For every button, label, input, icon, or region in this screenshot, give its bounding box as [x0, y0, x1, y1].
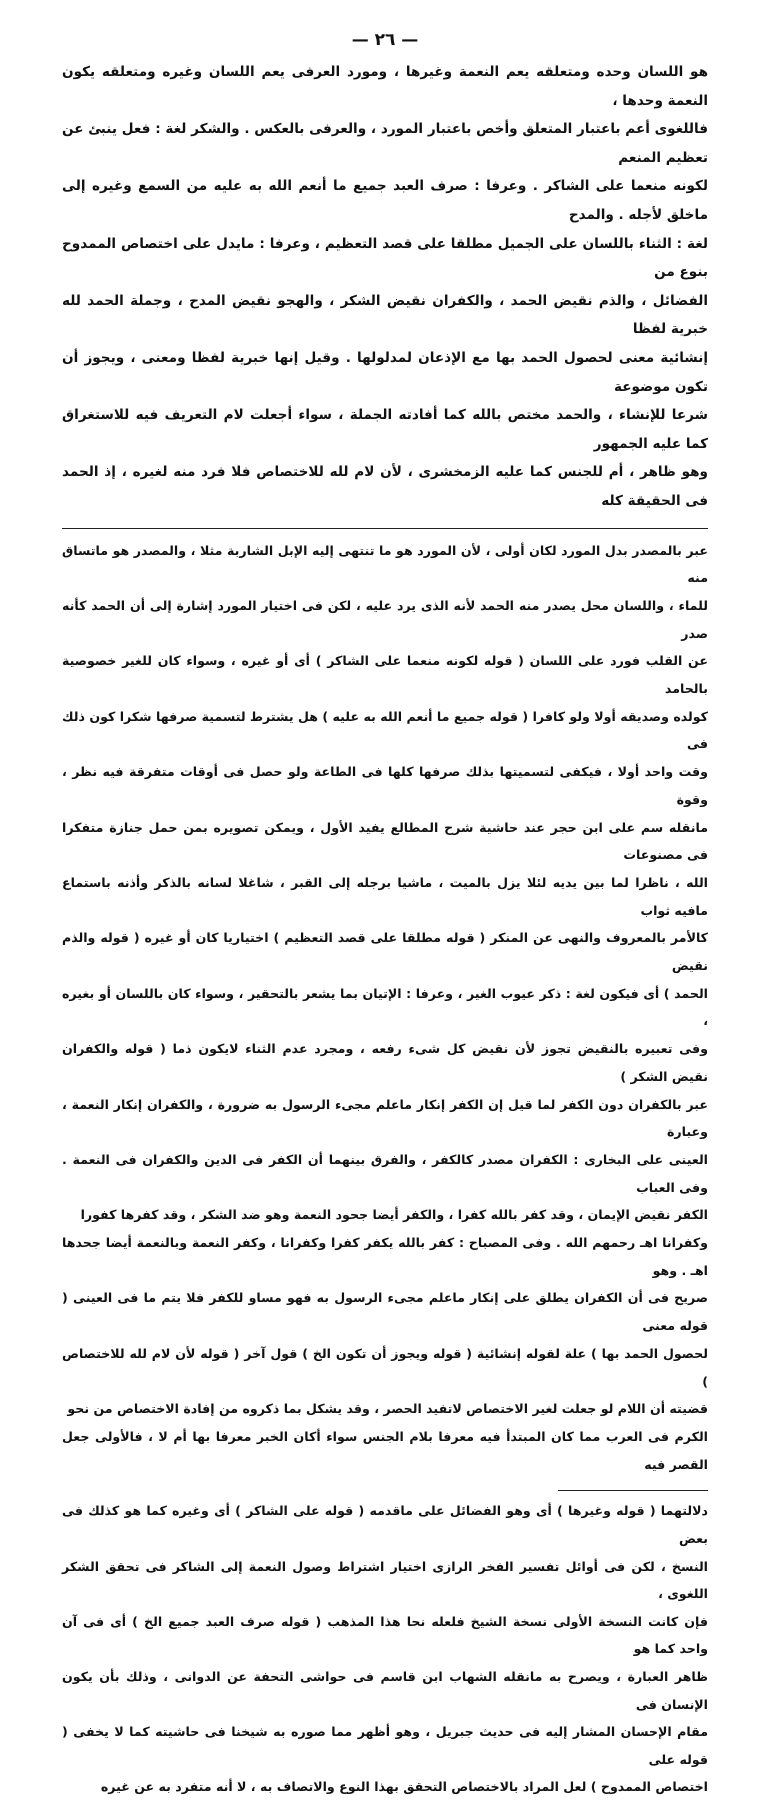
text-line: هو اللسان وحده ومتعلقه يعم النعمة وغيرها ، ومورد العرفى يعم اللسان وغيره ومتعلقه يكون النعمة وحدها ، [62, 64, 708, 109]
commentary-two [62, 1497, 708, 1801]
text-line: فاللغوى أعم باعتبار المتعلق وأخص باعتبار المورد ، والعرفى بالعكس . والشكر لغة : فعل ينبئ عن تعظيم المنعم [62, 121, 708, 166]
text-line: دلالتهما ( قوله وغيرها ) أى وهو الفضائل على ماقدمه ( قوله على الشاكر ) أى وغيره كما هو كذلك فى بعض [62, 1503, 708, 1546]
text-line: اختصاص الممدوح ) لعل المراد بالاختصاص التحقق بهذا النوع والاتصاف به ، لا أنه متفرد به عن غيره [100, 1779, 708, 1795]
text-line: وفى تعبيره بالنقيض تجوز لأن نقيض كل شىء رفعه ، ومجرد عدم الثناء لايكون ذما ( قوله والكفران نقيض الشكر ) [62, 1041, 708, 1084]
text-line: عبر بالكفران دون الكفر لما قيل إن الكفر إنكار ماعلم مجىء الرسول به ضرورة ، والكفران إنكار النعمة ، وعبارة [62, 1096, 708, 1140]
text-line: شرعا للإنشاء ، والحمد مختص بالله كما أفادته الجملة ، سواء أجعلت لام التعريف فيه للاستغراق كما عليه الجمهور [62, 407, 708, 452]
text-line: قضيته أن اللام لو جعلت لغير الاختصاص لاتفيد الحصر ، وقد يشكل بما ذكروه من إفادة الاختصاص من نحو [67, 1401, 708, 1417]
text-line: صريح فى أن الكفران يطلق على إنكار ماعلم مجىء الرسول به فهو مساو للكفر فلا يتم ما فى العينى ( قوله معنى [62, 1290, 708, 1334]
text-line: مقام الإحسان المشار إليه فى حديث جبريل ، وهو أظهر مما صوره به شيخنا فى حاشيته كما لا يخفى ( قوله على [62, 1724, 708, 1767]
main-text [62, 58, 708, 516]
section-divider [62, 528, 708, 529]
text-line: إنشائية معنى لحصول الحمد بها مع الإذعان لمدلولها . وقيل إنها خبرية لفظا ومعنى ، ويجوز أن تكون موضوعة [62, 349, 708, 395]
text-line: الكفر نقيض الإيمان ، وقد كفر بالله كفرا ، والكفر أيضا جحود النعمة وهو ضد الشكر ، وقد كفرها كفورا [80, 1207, 708, 1223]
commentary-one [62, 537, 708, 1479]
text-line: لحصول الحمد بها ) علة لقوله إنشائية ( قوله ويجوز أن تكون الخ ) قول آخر ( قوله لأن لام لله للاختصاص ) [62, 1345, 708, 1389]
text-line: وهو ظاهر ، أم للجنس كما عليه الزمخشرى ، لأن لام لله للاختصاص فلا فرد منه لغيره ، إذ الحمد فى الحقيقة كله [62, 464, 708, 509]
text-line: عبر بالمصدر بدل المورد لكان أولى ، لأن المورد هو ما تنتهى إليه الإبل الشاربة مثلا ، والمصدر هو ماتساق منه [62, 542, 708, 586]
page-number: — ٢٦ — [351, 30, 419, 50]
footnote-divider [558, 1490, 708, 1491]
text-line: مانقله سم على ابن حجر عند حاشية شرح المطالع يفيد الأول ، ويمكن تصويره بمن حمل جنازة متفكرا فى مصنوعات [62, 819, 708, 863]
text-line: وقت واحد أولا ، فيكفى لتسميتها بذلك صرفها كلها فى الطاعة ولو حصل فى أوقات متفرقة فيه نظر ، وقوة [62, 764, 708, 807]
text-line: الكرم فى العرب مما كان المبتدأ فيه معرفا بلام الجنس سواء أكان الخبر معرفا بها أم لا ، فالأولى جعل القصر فيه [62, 1429, 708, 1472]
text-line: الحمد ) أى فيكون لغة : ذكر عيوب الغير ، وعرفا : الإتيان بما يشعر بالتحقير ، وسواء كان باللسان أو بغيره ، [62, 985, 708, 1029]
text-line: وكفرانا اهـ رحمهم الله . وفى المصباح : كفر بالله يكفر كفرا وكفرانا ، وكفر النعمة وبالنعمة أيضا جحدها اهـ . وهو [62, 1235, 708, 1278]
text-line: لكونه منعما على الشاكر . وعرفا : صرف العبد جميع ما أنعم الله به عليه من السمع وغيره إلى ماخلق لأجله . والمدح [62, 178, 708, 223]
text-line: فإن كانت النسخة الأولى نسخة الشيخ فلعله نحا هذا المذهب ( قوله صرف العبد جميع الخ ) أى فى آن واحد كما هو [62, 1613, 708, 1657]
text-line: للماء ، واللسان محل يصدر منه الحمد لأنه الذى يرد عليه ، لكن فى اختيار المورد إشارة إلى أن الحمد كأنه صدر [62, 597, 708, 641]
text-line: ظاهر العبارة ، ويصرح به مانقله الشهاب ابن قاسم فى حواشى التحفة عن الدوانى ، وذلك بأن يكون الإنسان فى [62, 1668, 708, 1712]
text-line: الفضائل ، والذم نقيض الحمد ، والكفران نقيض الشكر ، والهجو نقيض المدح ، وجملة الحمد لله خبرية لفظا [62, 292, 708, 338]
text-line: لغة : الثناء باللسان على الجميل مطلقا على قصد التعظيم ، وعرفا : مايدل على اختصاص الممدوح بنوع من [62, 235, 708, 281]
text-line: النسخ ، لكن فى أوائل تفسير الفخر الرازى اختيار اشتراط وصول النعمة إلى الشاكر فى تحقق الشكر اللغوى ، [62, 1558, 708, 1602]
text-line: عن القلب فورد على اللسان ( قوله لكونه منعما على الشاكر ) أى أو غيره ، وسواء كان للغير خصوصية بالحامد [62, 653, 708, 697]
text-line: كالأمر بالمعروف والنهى عن المنكر ( قوله مطلقا على قصد التعظيم ) اختياريا كان أو غيره ( قوله والذم نقيض [62, 930, 708, 974]
text-line: كولده وصديقه أولا ولو كافرا ( قوله جميع ما أنعم الله به عليه ) هل يشترط لتسمية صرفها شكرا كون ذلك فى [62, 708, 708, 752]
text-line: الله ، ناظرا لما بين يديه لئلا يزل بالميت ، ماشيا برجله إلى القبر ، شاغلا لسانه بالذكر وأذنه باستماع مافيه ثواب [62, 874, 708, 918]
text-line: العينى على البخارى : الكفران مصدر كالكفر ، والفرق بينهما أن الكفر فى الدين والكفران فى النعمة . وفى العباب [62, 1151, 708, 1195]
